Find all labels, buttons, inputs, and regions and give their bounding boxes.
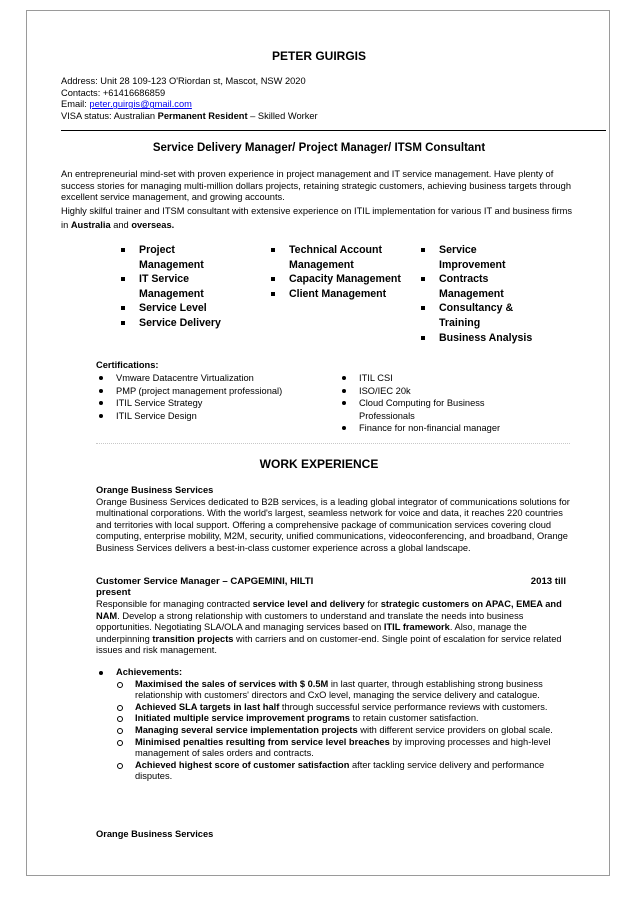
visa-prefix: VISA status: Australian bbox=[61, 110, 158, 121]
visa-line bbox=[61, 111, 581, 123]
skill-item: Capacity Management bbox=[269, 272, 409, 287]
address-line: Address: Unit 28 109-123 O'Riordan st, Mascot, NSW 2020 bbox=[61, 76, 306, 86]
achievement-bold: Maximised the sales of services with $ 0.5M bbox=[135, 678, 329, 689]
skill-item: Technical Account Management bbox=[269, 243, 409, 272]
certifications-left-list bbox=[96, 372, 326, 422]
certifications-title: Certifications: bbox=[96, 360, 159, 370]
skill-item: Business Analysis bbox=[419, 331, 539, 346]
org-name: Orange Business Services bbox=[96, 485, 214, 495]
org-name-2: Orange Business Services bbox=[96, 829, 214, 839]
achievement-item bbox=[96, 760, 572, 783]
achievement-item bbox=[96, 702, 572, 714]
achievement-bold: Achieved SLA targets in last half bbox=[135, 701, 280, 712]
summary-paragraph: An entrepreneurial mind-set with proven experience in project management and IT service management. Have plenty of success stories for managing multi-million dollars projects, retaining strategic customers, achieving business targets through excellent service management, and growing accounts. bbox=[61, 169, 572, 203]
resp-bold: strategic customers on APAC, EMEA and NAM bbox=[96, 599, 562, 621]
skill-item: Service Improvement bbox=[419, 243, 539, 272]
achievement-item bbox=[96, 713, 572, 725]
certification-item: ITIL Service Design bbox=[96, 410, 326, 423]
achievement-text: with different service providers on global scale. bbox=[357, 724, 553, 735]
section-divider bbox=[96, 443, 570, 444]
certification-item: Vmware Datacentre Virtualization bbox=[96, 372, 326, 385]
summary-text-and: and bbox=[110, 220, 132, 231]
summary-bold-australia: Australia bbox=[70, 220, 111, 231]
resp-text: Responsible for managing contracted bbox=[96, 599, 253, 609]
job-responsibilities bbox=[96, 599, 572, 657]
skill-item: Project Management bbox=[119, 243, 229, 272]
achievement-text: to retain customer satisfaction. bbox=[349, 713, 479, 724]
org-block bbox=[96, 485, 572, 555]
skill-item: IT Service Management bbox=[119, 272, 229, 301]
resp-bold: service level and delivery bbox=[252, 599, 365, 609]
summary-bold-overseas: overseas. bbox=[131, 220, 175, 231]
achievement-text: by improving processes and high-level management of sales orders and contracts. bbox=[135, 736, 551, 759]
contacts-line: Contacts: +61416686859 bbox=[61, 87, 166, 98]
certifications-right-list bbox=[339, 372, 509, 435]
achievement-item bbox=[96, 725, 572, 737]
certification-item: ITIL CSI bbox=[339, 372, 509, 385]
job-period-continued: present bbox=[96, 587, 131, 598]
role-title: Service Delivery Manager/ Project Manager/ ITSM Consultant bbox=[152, 142, 486, 154]
skill-item: Client Management bbox=[269, 287, 409, 302]
skill-item: Service Delivery bbox=[119, 316, 229, 331]
resp-text: with carriers and on customer-end. Single point of escalation for service related issues and risk management. bbox=[96, 633, 562, 656]
job-heading bbox=[96, 576, 572, 598]
summary-text: Highly skilful trainer and ITSM consultant with extensive experience on ITIL implementation for various IT and business firms in bbox=[61, 205, 573, 231]
summary-paragraph-2 bbox=[61, 204, 573, 233]
resp-text: . Also, manage the underpinning bbox=[96, 622, 527, 644]
email-link[interactable]: peter.guirgis@gmail.com bbox=[89, 99, 192, 110]
job-title: Customer Service Manager – CAPGEMINI, HILTI bbox=[96, 576, 314, 587]
org-description: Orange Business Services dedicated to B2B services, is a leading global integrator of communications solutions for multinational corporations. With the world's largest, seamless network for voice and data, it reaches 220 countries and territories with local support. Offering a comprehensive package of communication services covering cloud computing, enterprise mobility, M2M, security, unified communications, videoconferencing, and broadband, Orange Business Services delivers a best-in-class customer experience across a global landscape. bbox=[96, 496, 570, 553]
skills-column-2 bbox=[269, 243, 409, 301]
candidate-name: PETER GUIRGIS bbox=[271, 49, 366, 63]
work-experience-heading: WORK EXPERIENCE bbox=[259, 457, 379, 471]
achievement-item bbox=[96, 737, 572, 760]
skill-item: Service Level bbox=[119, 301, 229, 316]
skill-item: Contracts Management bbox=[419, 272, 539, 301]
email-line bbox=[61, 99, 581, 111]
certification-item: Finance for non-financial manager bbox=[339, 422, 509, 435]
resume-page bbox=[26, 10, 610, 876]
achievement-bold: Minimised penalties resulting from service level breaches bbox=[135, 736, 390, 747]
visa-suffix: – Skilled Worker bbox=[247, 110, 318, 121]
skill-item: Consultancy & Training bbox=[419, 301, 539, 330]
achievement-bold: Initiated multiple service improvement programs bbox=[135, 713, 350, 724]
contact-block bbox=[61, 76, 581, 122]
certification-item: Cloud Computing for Business Professionals bbox=[339, 397, 509, 422]
email-label: Email: bbox=[61, 99, 90, 110]
skills-column-1 bbox=[119, 243, 229, 331]
certification-item: ITIL Service Strategy bbox=[96, 397, 326, 410]
visa-status: Permanent Resident bbox=[157, 110, 248, 121]
resp-text: . Develop a strong relationship with customers to understand and translate the needs into business opportunities. Negotiating SLA/OLA and managing services based on bbox=[96, 610, 524, 633]
resp-text: for bbox=[364, 599, 381, 609]
certification-item: PMP (project management professional) bbox=[96, 385, 326, 398]
summary bbox=[61, 169, 573, 233]
achievements-title: Achievements: bbox=[96, 667, 572, 679]
achievement-text: after tackling service delivery and performance disputes. bbox=[135, 759, 545, 782]
achievement-text: through successful service performance reviews with customers. bbox=[279, 701, 548, 712]
achievement-bold: Managing several service implementation projects bbox=[135, 724, 358, 735]
skills-column-3 bbox=[419, 243, 539, 345]
header-divider bbox=[61, 130, 606, 131]
achievements bbox=[96, 667, 572, 783]
achievement-item bbox=[96, 679, 572, 702]
resp-bold: transition projects bbox=[152, 633, 234, 644]
resp-bold: ITIL framework bbox=[383, 622, 450, 633]
certification-item: ISO/IEC 20k bbox=[339, 385, 509, 398]
achievement-bold: Achieved highest score of customer satisfaction bbox=[135, 759, 350, 770]
achievement-text: in last quarter, through establishing strong business relationship with customers' directors and CxO level, managing the service delivery and catalogue. bbox=[135, 678, 543, 701]
job-period: 2013 till bbox=[530, 576, 566, 587]
